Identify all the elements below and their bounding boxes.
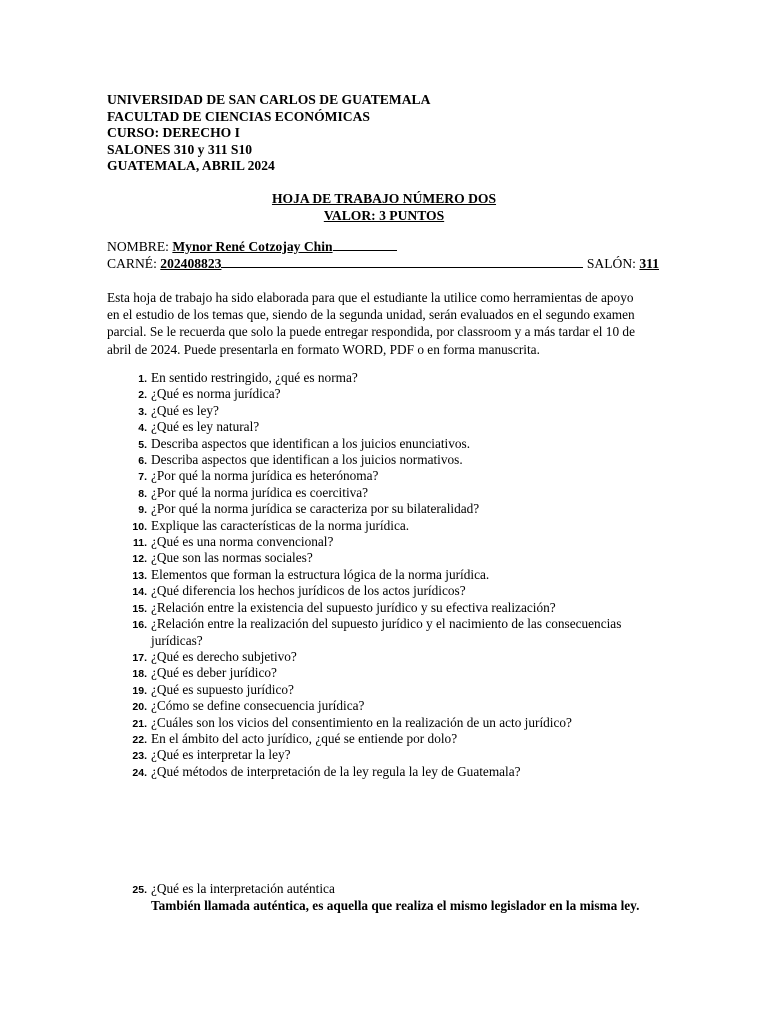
question-number: 4. — [138, 422, 147, 435]
list-item — [107, 436, 667, 452]
instructions-paragraph — [107, 289, 657, 358]
list-item — [107, 764, 667, 780]
student-info — [107, 238, 659, 272]
question-text: ¿Qué es ley natural? — [151, 419, 260, 435]
question-text: ¿Qué es la interpretación auténtica — [151, 881, 335, 896]
list-item — [107, 698, 667, 714]
question-text: Explique las características de la norma jurídica. — [151, 517, 410, 533]
intro-line: Esta hoja de trabajo ha sido elaborada para que el estudiante la utilice como herramientas de apoyo — [107, 290, 634, 305]
salon-value: 311 — [639, 256, 659, 271]
carne-row — [107, 255, 659, 272]
question-number: 15. — [132, 602, 147, 615]
salon-label: SALÓN: — [586, 256, 636, 271]
question-text: ¿Qué es derecho subjetivo? — [151, 648, 297, 664]
question-text: ¿Por qué la norma jurídica es heterónoma? — [151, 468, 379, 484]
list-item — [107, 518, 667, 534]
question-text: En el ámbito del acto jurídico, ¿qué se entiende por dolo? — [151, 730, 458, 746]
list-item — [107, 403, 667, 419]
question-number: 17. — [132, 651, 147, 664]
question-number: 9. — [138, 504, 147, 517]
question-number: 16. — [132, 619, 147, 632]
classrooms: SALONES 310 y 311 S10 — [107, 141, 253, 157]
question-text: ¿Cómo se define consecuencia jurídica? — [151, 698, 365, 714]
list-item — [107, 534, 667, 550]
question-number: 25. — [132, 884, 147, 896]
question-number: 5. — [138, 438, 147, 451]
answer-text: También llamada auténtica, es aquella que realiza el mismo legislador en la misma ley. — [151, 898, 640, 914]
list-item — [107, 665, 667, 681]
list-item — [107, 468, 667, 484]
question-text: ¿Relación entre la existencia del supuesto jurídico y su efectiva realización? — [151, 599, 556, 615]
question-number: 3. — [138, 405, 147, 418]
question-text: ¿Qué diferencia los hechos jurídicos de los actos jurídicos? — [151, 583, 466, 599]
question-number: 20. — [132, 701, 147, 714]
question-number: 24. — [132, 766, 147, 779]
question-text: Describa aspectos que identifican a los juicios enunciativos. — [151, 435, 471, 451]
list-item — [107, 747, 667, 763]
question-number: 18. — [132, 668, 147, 681]
list-item — [107, 715, 667, 731]
list-item — [107, 485, 667, 501]
question-number: 6. — [138, 455, 147, 468]
list-item — [107, 881, 687, 897]
list-item — [107, 649, 667, 665]
question-text: ¿Qué es interpretar la ley? — [151, 747, 291, 763]
question-text: Elementos que forman la estructura lógica de la norma jurídica. — [151, 566, 490, 582]
question-text: ¿Qué es ley? — [151, 402, 219, 418]
document-header — [107, 92, 430, 175]
list-item — [107, 567, 667, 583]
question-text-continued: jurídicas? — [151, 632, 203, 648]
list-item — [107, 550, 667, 566]
carne-value: 202408823 — [160, 256, 222, 271]
carne-label: CARNÉ: — [107, 256, 157, 271]
list-item — [107, 682, 667, 698]
question-number: 7. — [138, 471, 147, 484]
question-text: ¿Qué es supuesto jurídico? — [151, 681, 294, 697]
list-item — [107, 731, 667, 747]
question-number: 22. — [132, 733, 147, 746]
intro-line: en el estudio de los temas que, siendo de la segunda unidad, serán evaluados en el segundo examen — [107, 307, 635, 323]
question-number: 19. — [132, 684, 147, 697]
list-item — [107, 386, 667, 402]
question-25 — [107, 881, 687, 914]
question-text: ¿Qué es una norma convencional? — [151, 534, 334, 550]
question-number: 8. — [138, 487, 147, 500]
list-item — [107, 583, 667, 599]
question-number: 1. — [138, 373, 147, 385]
intro-line: parcial. Se le recuerda que solo la puede entregar respondida, por classroom y a más tardar el 10 de — [107, 324, 635, 340]
list-item — [107, 419, 667, 435]
salon-field — [587, 255, 659, 272]
question-number: 2. — [138, 389, 147, 402]
question-text: En sentido restringido, ¿qué es norma? — [151, 370, 358, 385]
list-item — [107, 501, 667, 517]
question-number: 12. — [132, 553, 147, 566]
question-text: ¿Que son las normas sociales? — [151, 550, 313, 566]
intro-line: abril de 2024. Puede presentarla en formato WORD, PDF o en forma manuscrita. — [107, 341, 540, 357]
place-date: GUATEMALA, ABRIL 2024 — [107, 158, 275, 174]
faculty-name: FACULTAD DE CIENCIAS ECONÓMICAS — [107, 108, 370, 124]
name-label: NOMBRE: — [107, 239, 169, 254]
question-text: ¿Qué es norma jurídica? — [151, 386, 281, 402]
title-line-1: HOJA DE TRABAJO NÚMERO DOS — [271, 191, 497, 206]
list-item — [107, 452, 667, 468]
question-number: 21. — [132, 717, 147, 730]
list-item — [107, 616, 667, 649]
question-text: ¿Por qué la norma jurídica es coercitiva? — [151, 484, 369, 500]
question-text: ¿Por qué la norma jurídica se caracteriza por su bilateralidad? — [151, 501, 480, 517]
carne-fill-line — [221, 256, 583, 268]
list-item — [107, 600, 667, 616]
question-list — [107, 370, 667, 780]
course-name: CURSO: DERECHO I — [107, 125, 240, 141]
question-number: 23. — [132, 750, 147, 763]
worksheet-title — [0, 190, 768, 224]
name-value: Mynor René Cotzojay Chin — [172, 239, 333, 254]
question-text: ¿Relación entre la realización del supuesto jurídico y el nacimiento de las consecuencias — [151, 616, 622, 632]
list-item — [107, 370, 667, 386]
question-text: ¿Cuáles son los vicios del consentimiento en la realización de un acto jurídico? — [151, 714, 572, 730]
question-text: ¿Qué métodos de interpretación de la ley regula la ley de Guatemala? — [151, 763, 521, 779]
question-number: 11. — [132, 537, 147, 550]
title-line-2: VALOR: 3 PUNTOS — [323, 208, 445, 223]
question-number: 13. — [132, 569, 147, 582]
question-text: ¿Qué es deber jurídico? — [151, 665, 277, 681]
university-name: UNIVERSIDAD DE SAN CARLOS DE GUATEMALA — [107, 92, 431, 107]
question-text: Describa aspectos que identifican a los juicios normativos. — [151, 452, 463, 468]
name-fill-line — [333, 239, 397, 251]
question-number: 14. — [132, 586, 147, 599]
question-number: 10. — [132, 520, 147, 533]
name-row — [107, 238, 659, 255]
